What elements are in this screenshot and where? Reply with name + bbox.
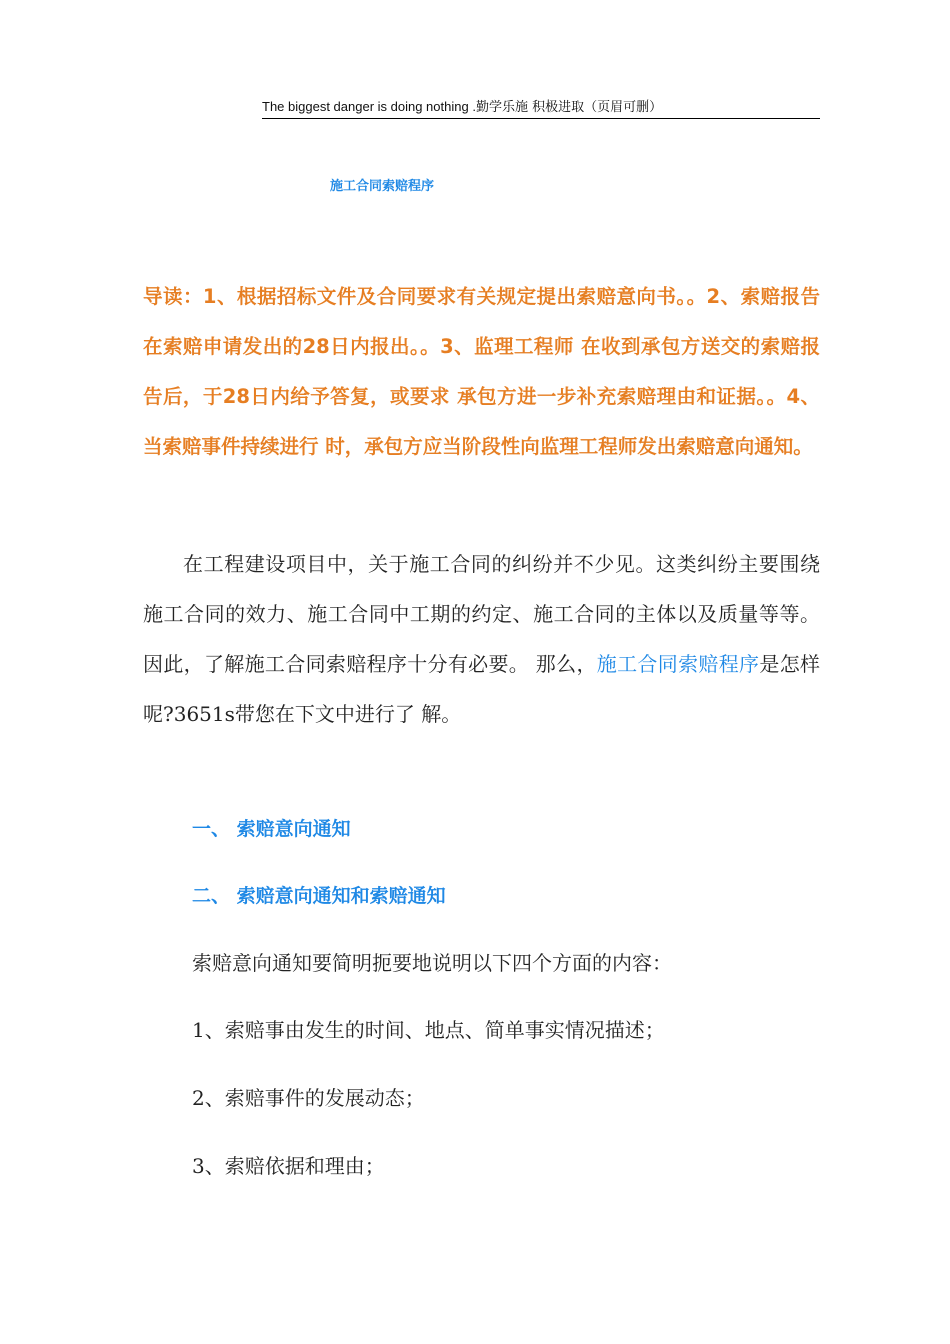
section-heading-2: 二、 索赔意向通知和索赔通知 (192, 885, 446, 907)
claim-procedure-link[interactable]: 施工合同索赔程序 (596, 652, 760, 676)
list-item-1: 1、索赔事由发生的时间、地点、简单事实情况描述； (192, 1018, 665, 1042)
body-paragraph (143, 539, 820, 739)
header-english-text: The biggest danger is doing nothing . (262, 99, 476, 114)
document-title: 施工合同索赔程序 (330, 179, 435, 194)
body-text-part2: 是怎样呢?3651s带您在下文中进行了 解。 (143, 652, 821, 726)
body-text-part1: 在工程建设项目中，关于施工合同的纠纷并不少见。这类纠纷主要围绕施工合同的效力、施工合同中工期的约定、施工合同的主体以及质量等等。因此，了解施工合同索赔程序十分有必要。 那么， (143, 552, 820, 676)
intro-summary: 导读：1、根据招标文件及合同要求有关规定提出索赔意向书。。2、索赔报告在索赔申请发出的28日内报出。。3、监理工程师 在收到承包方送交的索赔报告后，于28日内给予答复，或要求 承包方进一步补充索赔理由和证据。。4、当索赔事件持续进行 时，承包方应当阶段性向监理工程师发出索赔意向通知。 (143, 285, 820, 458)
header-chinese-text: 勤学乐施 积极进取（页眉可删） (475, 100, 663, 115)
list-item-2: 2、索赔事件的发展动态； (192, 1086, 425, 1110)
page-header (262, 98, 820, 119)
list-item-3: 3、索赔依据和理由； (192, 1154, 385, 1178)
section-heading-1: 一、 索赔意向通知 (192, 818, 351, 840)
list-intro-text: 索赔意向通知要简明扼要地说明以下四个方面的内容： (192, 951, 672, 975)
